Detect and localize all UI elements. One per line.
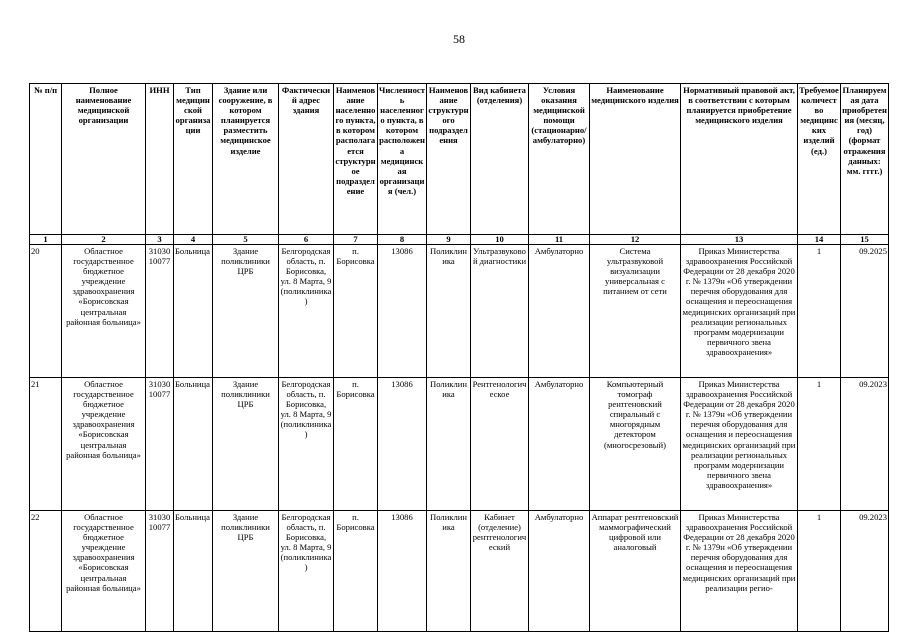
column-number: 7 [334,235,378,245]
column-number: 13 [681,235,798,245]
header-cell: ИНН [146,84,174,235]
structural-unit: Поликлиника [427,511,471,632]
header-cell: Здание или сооружение, в котором планируется разместить медицинское изделие [213,84,279,235]
structural-unit: Поликлиника [427,245,471,378]
column-number: 1 [30,235,62,245]
device-name: Аппарат рентгеновский маммографический цифровой или аналоговый [590,511,681,632]
inn: 31030 10077 [146,245,174,378]
header-cell: Планируемая дата приобретения (месяц, год) (формат отражения данных: мм. гггг.) [841,84,889,235]
building: Здание поликлиники ЦРБ [213,378,279,511]
locality: п. Борисовка [334,245,378,378]
column-number: 4 [174,235,213,245]
page-number: 58 [453,32,465,46]
header-cell: Наименование населенного пункта, в котором располагается структурное подразделение [334,84,378,235]
column-number: 5 [213,235,279,245]
row-number: 21 [30,378,62,511]
column-number: 12 [590,235,681,245]
planned-date: 09.2025 [841,245,889,378]
organization-name: Областное государственное бюджетное учреждение здравоохранения «Борисовская центральная районная больница» [62,378,146,511]
header-cell: Вид кабинета (отделения) [471,84,529,235]
regulatory-act: Приказ Министерства здравоохранения Российской Федерации от 28 декабря 2020 г. № 1379н «Об утверждении перечня оборудования для оснащения и переоснащения медицинских организаций при реализации регио- [681,511,798,632]
locality: п. Борисовка [334,511,378,632]
row-number: 22 [30,511,62,632]
table-row [30,245,889,378]
column-number: 3 [146,235,174,245]
header-cell: Тип медицинской организации [174,84,213,235]
regulatory-act: Приказ Министерства здравоохранения Российской Федерации от 28 декабря 2020 г. № 1379н «Об утверждении перечня оборудования для оснащения и переоснащения медицинских организаций при реализации региональных программ модернизации первичного звена здравоохранения» [681,245,798,378]
regulatory-act: Приказ Министерства здравоохранения Российской Федерации от 28 декабря 2020 г. № 1379н «Об утверждении перечня оборудования для оснащения и переоснащения медицинских организаций при реализации региональных программ модернизации первичного звена здравоохранения» [681,378,798,511]
column-number: 10 [471,235,529,245]
table-row [30,511,889,632]
planned-date: 09.2023 [841,511,889,632]
building: Здание поликлиники ЦРБ [213,245,279,378]
locality: п. Борисовка [334,378,378,511]
header-cell: Численность населенного пункта, в котором расположена медицинская организация (чел.) [378,84,427,235]
population: 13086 [378,511,427,632]
building: Здание поликлиники ЦРБ [213,511,279,632]
device-name: Компьютерный томограф рентгеновский спиральный с многорядным детектором (многосрезовый) [590,378,681,511]
population: 13086 [378,378,427,511]
structural-unit: Поликлиника [427,378,471,511]
address: Белгородская область, п. Борисовка, ул. 8 Марта, 9 (поликлиника) [279,511,334,632]
header-cell: Наименование медицинского изделия [590,84,681,235]
header-cell: Фактический адрес здания [279,84,334,235]
header-cell: Наименование структурного подразделения [427,84,471,235]
planned-date: 09.2023 [841,378,889,511]
column-number: 9 [427,235,471,245]
organization-type: Больница [174,245,213,378]
row-number: 20 [30,245,62,378]
cabinet-type: Рентгенологическое [471,378,529,511]
header-cell: Требуемое количество медицинских изделий (ед.) [798,84,841,235]
column-number: 14 [798,235,841,245]
header-cell: № п/п [30,84,62,235]
cabinet-type: Ультразвуковой диагностики [471,245,529,378]
inn: 31030 10077 [146,511,174,632]
inn: 31030 10077 [146,378,174,511]
organization-type: Больница [174,378,213,511]
cabinet-type: Кабинет (отделение) рентгенологический [471,511,529,632]
quantity: 1 [798,511,841,632]
header-cell: Полное наименование медицинской организации [62,84,146,235]
care-conditions: Амбулаторно [529,511,590,632]
equipment-table [29,83,889,632]
care-conditions: Амбулаторно [529,245,590,378]
address: Белгородская область, п. Борисовка, ул. 8 Марта, 9 (поликлиника) [279,378,334,511]
column-number: 2 [62,235,146,245]
address: Белгородская область, п. Борисовка, ул. 8 Марта, 9 (поликлиника) [279,245,334,378]
quantity: 1 [798,245,841,378]
header-cell: Условия оказания медицинской помощи (стационарно/амбулаторно) [529,84,590,235]
header-row [30,84,889,235]
quantity: 1 [798,378,841,511]
care-conditions: Амбулаторно [529,378,590,511]
column-number-row [30,235,889,245]
column-number: 11 [529,235,590,245]
device-name: Система ультразвуковой визуализации универсальная с питанием от сети [590,245,681,378]
organization-name: Областное государственное бюджетное учреждение здравоохранения «Борисовская центральная районная больница» [62,511,146,632]
column-number: 8 [378,235,427,245]
column-number: 15 [841,235,889,245]
table-row [30,378,889,511]
organization-type: Больница [174,511,213,632]
organization-name: Областное государственное бюджетное учреждение здравоохранения «Борисовская центральная районная больница» [62,245,146,378]
column-number: 6 [279,235,334,245]
header-cell: Нормативный правовой акт, в соответствии с которым планируется приобретение медицинского изделия [681,84,798,235]
population: 13086 [378,245,427,378]
